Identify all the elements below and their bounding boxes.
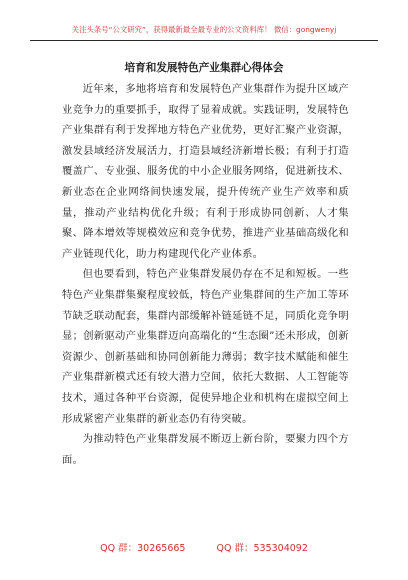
page-title: 培育和发展特色产业集群心得体会 — [124, 62, 284, 74]
paragraph-2: 但也要看到，特色产业集群发展仍存在不足和短板。一些特色产业集群集聚程度较低，特色产业集群间的生产加工等环节缺乏联动配套，集群内部缓解补链延链不足，同质化竞争明显；创新驱动产业集群迈向高端化的“生态圈”还未形成，创新资源少、创新基础和协同创新能力薄弱；数字技术赋能和催生产业集群新模式还有较大潜力空间，依托大数据、人工智能等技术，通过各种平台资源，促使异地企业和机构在虚拟空间上形成紧密产业集群的新业态仍有待突破。 — [62, 268, 349, 425]
footer-qq-group-1: QQ 群：30265665 — [100, 543, 186, 554]
document-body — [62, 79, 349, 470]
paragraph-3: 为推动特色产业集群发展不断迈上新台阶，要聚力四个方面。 — [62, 433, 349, 466]
footer-qq-group-2: QQ 群：535304092 — [216, 543, 308, 554]
header-divider — [30, 40, 378, 41]
paragraph-1: 近年来，多地将培育和发展特色产业集群作为提升区域产业竞争力的重要抓手，取得了显着成就。实践证明，发展特色产业集群有利于发挥地方特色产业优势，更好汇聚产业资源，激发县域经济发展活力，打造县域经济新增长极；有利于打造覆盖广、专业强、服务优的中小企业服务网络，促进新技术、新业态在企业网络间快速发展，提升传统产业生产效率和质量，推动产业结构优化升级；有利于形成协同创新、人才集聚、降本增效等规模效应和竞争优势，推进产业基础高级化和产业链现代化，助力构建现代化产业体系。 — [62, 83, 349, 260]
header-notice: 关注头条号“公文研究”，获得最新最全最专业的公文资料库！ 微信：gongwenyj — [71, 25, 337, 34]
footer — [0, 540, 408, 554]
